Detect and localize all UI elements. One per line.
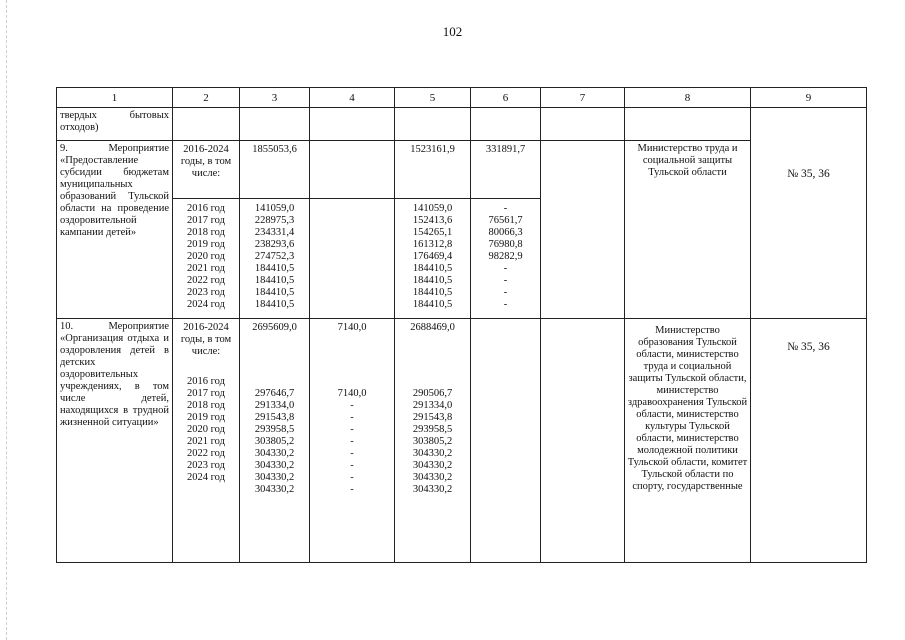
row9-years-col: 2016 год 2017 год 2018 год 2019 год 2020 год 2021 год 2022 год 2023 год 2024 год [173, 199, 240, 319]
col-header-7: 7 [541, 88, 625, 108]
row9-summary [57, 141, 867, 199]
row9-executor: Министерство труда и социальной защиты Тульской области [625, 141, 751, 319]
row10-total-c5: 2688469,0 [410, 322, 455, 333]
col-header-5: 5 [395, 88, 471, 108]
col-header-2: 2 [173, 88, 240, 108]
row10-ref: № 35, 36 [751, 319, 867, 563]
row9-c5-values: 141059,0 152413,6 154265,1 161312,8 176469,4 184410,5 184410,5 184410,5 184410,5 [395, 199, 471, 319]
row10-c3-values: 2695609,0 297646,7 291334,0 291543,8 293958,5 303805,2 304330,2 304330,2 304330,2 304330,2 [240, 319, 310, 563]
row9-ref: № 35, 36 [751, 108, 867, 319]
row9-total-c5: 1523161,9 [395, 141, 471, 199]
row10-years-col: 2016-2024 годы, в том числе: 2016 год 2017 год 2018 год 2019 год 2020 год 2021 год 2022 год 2023 год 2024 год [173, 319, 240, 563]
row10-period: 2016-2024 годы, в том числе: [180, 322, 232, 357]
continuation-row [57, 108, 867, 141]
row10-c4-values: 7140,0 7140,0 - - - - - - - - [310, 319, 395, 563]
col-header-8: 8 [625, 88, 751, 108]
row10-title: 10. Мероприятие «Организация отдыха и оздоровления детей в детских оздоровительных учреждениях, в том числе детей, находящихся в трудной жизненной ситуации» [57, 319, 173, 563]
row10-total-c3: 2695609,0 [252, 322, 297, 333]
row9-total-c3: 1855053,6 [240, 141, 310, 199]
row9-c6-values: - 76561,7 80066,3 76980,8 98282,9 - - - - [471, 199, 541, 319]
col-header-4: 4 [310, 88, 395, 108]
row9-c3-values: 141059,0 228975,3 234331,4 238293,6 274752,3 184410,5 184410,5 184410,5 184410,5 [240, 199, 310, 319]
continuation-text: твердых бытовых отходов) [57, 108, 173, 141]
page-margin-line [6, 0, 7, 640]
page-number: 102 [442, 24, 463, 39]
col-header-9: 9 [751, 88, 867, 108]
col-header-1: 1 [57, 88, 173, 108]
row10-total-c4: 7140,0 [337, 322, 367, 333]
row9-total-c6: 331891,7 [471, 141, 541, 199]
row9-period: 2016-2024 годы, в том числе: [173, 141, 240, 199]
row10-executor: Министерство образования Тульской области, министерство труда и социальной защиты Тульской области, министерство здравоохранения Тульской области, министерство культуры Тульской области, министерство молодежной политики Тульской области, комитет Тульской области по спорту, государственные [625, 319, 751, 563]
row9-title: 9. Мероприятие «Предоставление субсидии бюджетам муниципальных образований Тульской области на проведение оздоровительной кампании детей» [57, 141, 173, 319]
row9-total-c4 [310, 141, 395, 199]
col-header-6: 6 [471, 88, 541, 108]
col-header-3: 3 [240, 88, 310, 108]
header-row [57, 88, 867, 108]
program-table [56, 87, 867, 563]
row10-c5-values: 2688469,0 290506,7 291334,0 291543,8 293958,5 303805,2 304330,2 304330,2 304330,2 304330,2 [395, 319, 471, 563]
row10 [57, 319, 867, 563]
